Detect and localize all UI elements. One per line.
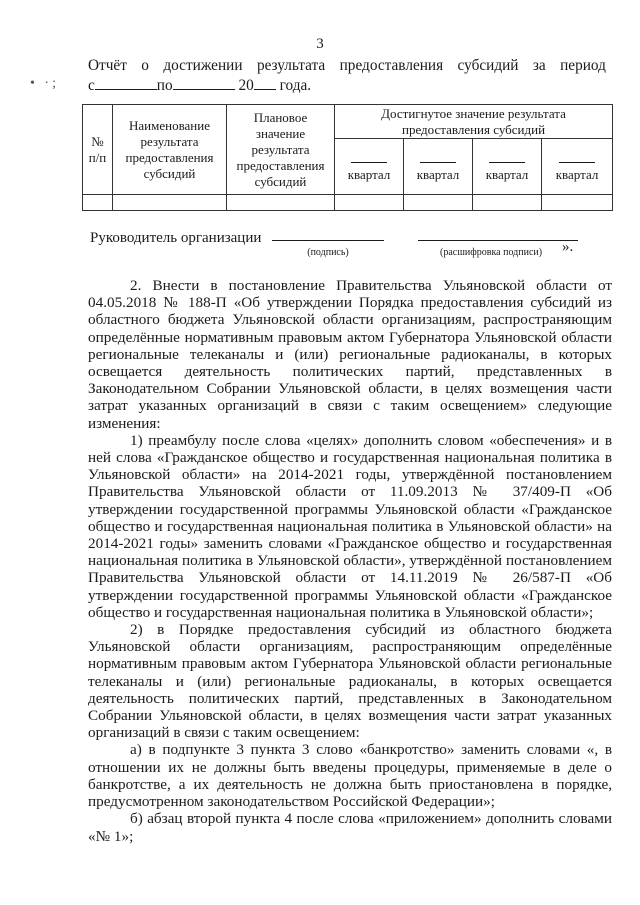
signature-decode-caption: (расшифровка подписи): [440, 247, 543, 258]
quarter-cell: [404, 139, 473, 195]
col-header-name: Наименование результата предоставления субсидий: [113, 105, 227, 195]
closing-quote: ».: [562, 239, 574, 255]
quarter-cell: [473, 139, 542, 195]
title-word: результата: [256, 57, 326, 74]
col-header-number: № п/п: [83, 105, 113, 195]
signature-decode-line: [418, 240, 578, 241]
quarter-blank: [351, 152, 387, 163]
title-word: предоставления: [339, 57, 444, 74]
table-cell: [335, 195, 404, 211]
title-word: достижении: [163, 57, 243, 74]
title-word: за: [532, 57, 546, 74]
col-header-plan: Плановое значение результата предоставления субсидий: [227, 105, 335, 195]
quarter-cell: [335, 139, 404, 195]
table-cell: [227, 195, 335, 211]
quarter-blank: [559, 152, 595, 163]
quarter-label: квартал: [347, 166, 391, 182]
signature-label: Руководитель организации: [90, 230, 262, 246]
title-word: Отчёт: [88, 57, 127, 74]
paragraph: 2. Внести в постановление Правительства Ульяновской области от 04.05.2018 № 188-П «Об утверждении Порядка предоставления субсидий из областного бюджета Ульяновской области организациям, распространяющим определённые нормативным правовым актом Губернатора Ульяновской области региональные телеканалы и (или) региональные радиоканалы, в которых освещается деятельность политических партий, представленных в Законодательном Собрании Ульяновской области, в целях возмещения части затрат указанных организаций в связи с таким освещением» следующие изменения:: [88, 277, 612, 432]
paragraph: а) в подпункте 3 пункта 3 слово «банкротство» заменить словами «, в отношении их не должны быть введены процедуры, применяемые в деле о банкротстве, а их деятельность не должна быть приостановлена в порядке, предусмотренном законодательством Российской Федерации»;: [88, 741, 612, 811]
quarter-label: квартал: [485, 166, 529, 182]
period-year: 20: [238, 77, 254, 94]
report-title-line: [88, 56, 606, 76]
quarter-label: квартал: [555, 166, 599, 182]
table-cell: [113, 195, 227, 211]
paragraph: б) абзац второй пункта 4 после слова «приложением» дополнить словами «№ 1»;: [88, 810, 612, 845]
period-year-blank: [254, 76, 276, 90]
quarter-label: квартал: [416, 166, 460, 182]
table-cell: [473, 195, 542, 211]
col-header-achieved: Достигнутое значение результата предоставления субсидий: [335, 105, 613, 139]
signature-line: [272, 240, 384, 241]
table-row-empty: [83, 195, 613, 211]
period-start-blank: [95, 76, 157, 90]
signature-caption: (подпись): [307, 247, 349, 258]
title-word: период: [560, 57, 606, 74]
period-mid: по: [156, 77, 173, 94]
period-end-blank: [173, 76, 235, 90]
page-number: 3: [316, 36, 324, 52]
report-table: [82, 104, 613, 211]
margin-marks: • ·;: [30, 76, 59, 91]
title-word: о: [141, 57, 149, 74]
quarter-blank: [489, 152, 525, 163]
table-cell: [542, 195, 613, 211]
report-title: [88, 56, 606, 96]
document-body: [88, 277, 612, 845]
table-cell: [83, 195, 113, 211]
title-word: субсидий: [457, 57, 519, 74]
report-period-line: [88, 76, 606, 96]
quarter-cell: [542, 139, 613, 195]
period-suffix: года.: [279, 77, 312, 94]
paragraph: 2) в Порядке предоставления субсидий из областного бюджета Ульяновской области организациям, распространяющим определённые нормативным правовым актом Губернатора Ульяновской области региональные телеканалы и (или) региональные радиоканалы, в которых освещается деятельность политических партий, представленных в Законодательном Собрании Ульяновской области, в целях возмещения части затрат указанных организаций в связи с таким освещением:: [88, 621, 612, 742]
paragraph: 1) преамбулу после слова «целях» дополнить словом «обеспечения» и в ней слова «Гражданское общество и государственная национальная политика в Ульяновской области» на 2014-2021 годы, утверждённой постановлением Правительства Ульяновской области от 11.09.2013 № 37/409-П «Об утверждении государственной программы Ульяновской области «Гражданское общество и государственная национальная политика в Ульяновской области» на 2014-2021 годы» заменить словами «Гражданское общество и государственная национальная политика в Ульяновской области», утверждённой постановлением Правительства Ульяновской области от 14.11.2019 № 26/587-П «Об утверждении государственной программы Ульяновской области «Гражданское общество и государственная национальная политика в Ульяновской области»;: [88, 431, 612, 621]
period-prefix: с: [88, 77, 95, 94]
quarter-blank: [420, 152, 456, 163]
table-cell: [404, 195, 473, 211]
